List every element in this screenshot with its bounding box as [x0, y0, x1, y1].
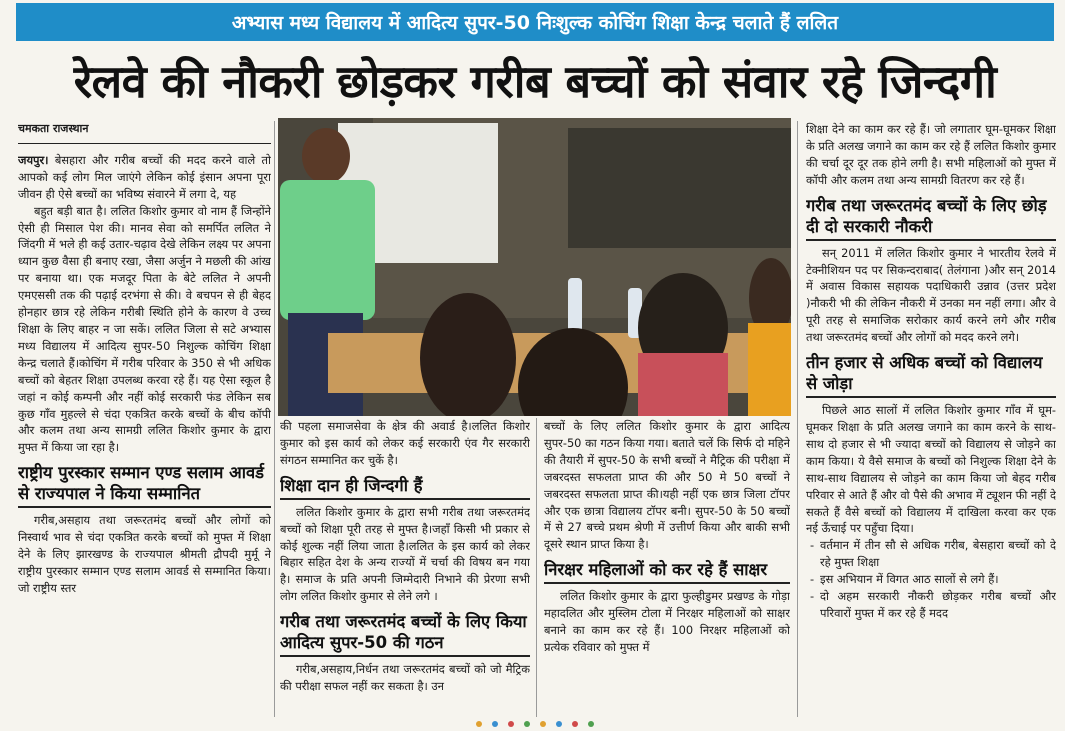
- column-2: [280, 418, 530, 718]
- col3-paragraph-1: बच्चों के लिए ललित किशोर कुमार के द्वारा आदित्य सुपर-50 का गठन किया गया। बताते चलें कि सिर्फ दो महिने की तैयारी में सुपर-50 के सभी बच्चों ने मैट्रिक की परीक्षा में जबरदस्त सफलता प्राप्त की और 50 मे 50 बच्चों ने जबरदस्त सफलता प्राप्त की।यही नहीं एक छात्र जिला टॉपर और एक छात्रा विद्यालय टॉपर बनी। सुपर-50 के 50 बच्चों में से 27 बच्चे प्रथम श्रेणी में उत्तीर्ण किया और बाकी सभी दूसरे स्थान प्राप्त किया है।: [544, 419, 790, 552]
- col4-paragraph-3: पिछले आठ सालों में ललित किशोर कुमार गाँव में घूम-घूमकर शिक्षा के प्रति अलख जगाने का काम करने के साथ-साथ दो हजार से भी ज्यादा बच्चों को विद्यालय से जोड़ने का काम किया। ये वैसे समाज के बच्चों को निशुल्क शिक्षा देने के साथ-साथ विद्यालय से जोड़ने का काम किया जो बेहद गरीब परिवार से आते हैं और वो पैसे की अभाव में ट्यूशन फी नहीं दे सकते हैं वैसे बच्चों को विद्यालय में दाखिला करवा कर एक नई ऊँचाई पर पहुँचा दिया।: [806, 403, 1056, 536]
- top-banner: अभ्यास मध्य विद्यालय में आदित्य सुपर-50 निःशुल्क कोचिंग शिक्षा केन्द्र चलाते हैं ललित: [16, 3, 1054, 41]
- bullet-item: - दो अहम सरकारी नौकरी छोड़कर गरीब बच्चों और परिवारों मुफ्त में कर रहे हैं मदद: [806, 588, 1056, 622]
- bullet-item: - वर्तमान में तीन सौ से अधिक गरीब, बेसहारा बच्चों को दे रहे मुफ्त शिक्षा: [806, 537, 1056, 571]
- col2-paragraph-2: ललित किशोर कुमार के द्वारा सभी गरीब तथा जरूरतमंद बच्चों को शिक्षा पूरी तरह से मुफ्त है।जहाँ किसी भी प्रकार से कोई शुल्क नहीं लिया जाता है।ललित के इस कार्य को लेकर बिहार सहित देश के अन्य राज्यों में चर्चा की विषय बन गया है। समाज के प्रति अपनी जिम्मेदारी निभाने की प्रेरणा सभी लोग ललित किशोर कुमार से लेने लगे ।: [280, 504, 530, 604]
- col3-subhead: निरक्षर महिलाओं को कर रहे हैं साक्षर: [544, 559, 790, 584]
- col3-paragraph-2: ललित किशोर कुमार के द्वारा फुल्हीडुमर प्रखण्ड के गोड़ा महादलित और मुस्लिम टोला में निरक्षर महिलाओं को साक्षर बनाने का काम कर रहे हैं। 100 निरक्षर महिलाओं को प्रत्येक रविवार को मुफ्त में: [544, 589, 790, 654]
- column-divider: [536, 418, 537, 717]
- col4-paragraph-1: शिक्षा देने का काम कर रहे हैं। जो लगातार घूम-घूमकर शिक्षा के प्रति अलख जगाने का काम कर रहे हैं ललित किशोर कुमार की चर्चा दूर दूर तक होने लगी है। सभी महिलाओं को मुफ्त में कॉपी और कलम तथा अन्य सामग्री वितरण कर रहे हैं।: [806, 122, 1056, 187]
- bullet-item: - इस अभियान में विगत आठ सालों से लगे हैं।: [806, 571, 1056, 588]
- col1-paragraph-1: जयपुर। बेसहारा और गरीब बच्चों की मदद करने वाले तो आपको कई लोग मिल जाएंगे लेकिन कोई इंसान अपना पूरा जीवन ही ऐसे बच्चों का भविष्य संवारने में लगा दे, यह: [18, 152, 271, 201]
- col4-subhead-2: तीन हजार से अधिक बच्चों को विद्यालय से जोड़ा: [806, 352, 1056, 398]
- byline: चमकता राजस्थान: [18, 121, 271, 144]
- col2-subhead-1: शिक्षा दान ही जिन्दगी हैं: [280, 475, 530, 500]
- column-divider: [797, 121, 798, 717]
- col2-subhead-2: गरीब तथा जरूरतमंद बच्चों के लिए किया आदित्य सुपर-50 की गठन: [280, 611, 530, 657]
- col1-subhead: राष्ट्रीय पुरस्कार सम्मान एण्ड सलाम आवर्ड से राज्यपाल ने किया सम्मानित: [18, 462, 271, 508]
- dateline-city: जयपुर।: [18, 152, 49, 167]
- col2-paragraph-3: गरीब,असहाय,निर्धन तथा जरूरतमंद बच्चों को जो मैट्रिक की परीक्षा सफल नहीं कर सकता है। उन: [280, 662, 530, 694]
- column-4: [806, 121, 1056, 719]
- footer-decoration: [16, 719, 1054, 729]
- headline: रेलवे की नौकरी छोड़कर गरीब बच्चों को संवार रहे जिन्दगी: [73, 54, 997, 108]
- col1-paragraph-3: गरीब,असहाय तथा जरूरतमंद बच्चों और लोगों को निस्वार्थ भाव से चंदा एकत्रित करके बच्चों को मुफ्त में शिक्षा देने के लिए झारखण्ड के राज्यपाल श्रीमती द्रौपदी मुर्मू ने राष्ट्रीय पुरस्कार सम्मान एण्ड सलाम आवर्ड से सम्मानित किया। जो राष्ट्रीय स्तर: [18, 513, 271, 595]
- col4-paragraph-2: सन् 2011 में ललित किशोर कुमार ने भारतीय रेलवे में टेक्नीशियन पद पर सिकन्दराबाद( तेलंगाना )और सन् 2014 में अवास विकास सहायक पदाधिकारी उन्नाव (उत्तर प्रदेश )नौकरी भी की लेकिन नौकरी में उनका मन नहीं लगा। और वे पूरी तरह से समाजिक सरोकार कार्य करने लगे और गरीब तथा जरूरतमंद बच्चों और लोगों को मदद करने लगे।: [806, 245, 1056, 345]
- col4-subhead-1: गरीब तथा जरूरतमंद बच्चों के लिए छोड़ दी दो सरकारी नौकरी: [806, 195, 1056, 241]
- column-1: [18, 121, 271, 719]
- article-photo: [278, 118, 791, 416]
- col1-paragraph-2: बहुत बड़ी बात है। ललित किशोर कुमार वो नाम हैं जिन्होंने ऐसी ही मिसाल पेश की। मानव सेवा को समर्पित ललित ने जिंदगी में भले ही कई उतार-चढ़ाव देखे लेकिन लक्ष्य पर अपना ध्यान कुछ वैसा ही बनाए रखा, जैसा अर्जुन ने मछली की आंख पर बनाया था। एक मजदूर पिता के बेटे ललित ने अपनी एमएससी तक की पढ़ाई दरभंगा से की। वे बचपन से ही बेहद होनहार छात्र रहे लेकिन गरीबी स्थिति होने के कारण वे उच्च शिक्षा के लिए बाहर न जा सकें। ललित जिला से सटे अभ्यास मध्य विद्यालय में आदित्य सुपर-50 निशुल्क कोचिंग शिक्षा केन्द्र चलाते हैं।कोचिंग में गरीब परिवार के 350 से भी अधिक बच्चों को बेहतर शिक्षा उपलब्ध करवा रहे हैं। यह ऐसा स्कूल है जहां न कोई कम्पनी और नहीं कोई सरकारी फंड लेकिन सब कुछ गाँव मुहल्ले से चंदा एकत्रित करके बच्चों के बीच कॉपी और कलम तथा अन्य सामग्री ललित किशोर कुमार के द्वारा मुफ्त में किया जा रहा है।: [18, 203, 271, 455]
- col2-paragraph-1: की पहला समाजसेवा के क्षेत्र की अवार्ड है।ललित किशोर कुमार को इस कार्य को लेकर कई सरकारी एंव गैर सरकारी संगठन सम्मानित कर चुकें है।: [280, 419, 530, 467]
- column-divider: [274, 121, 275, 717]
- column-3: [544, 418, 790, 718]
- classroom-photo-illustration: [278, 118, 791, 416]
